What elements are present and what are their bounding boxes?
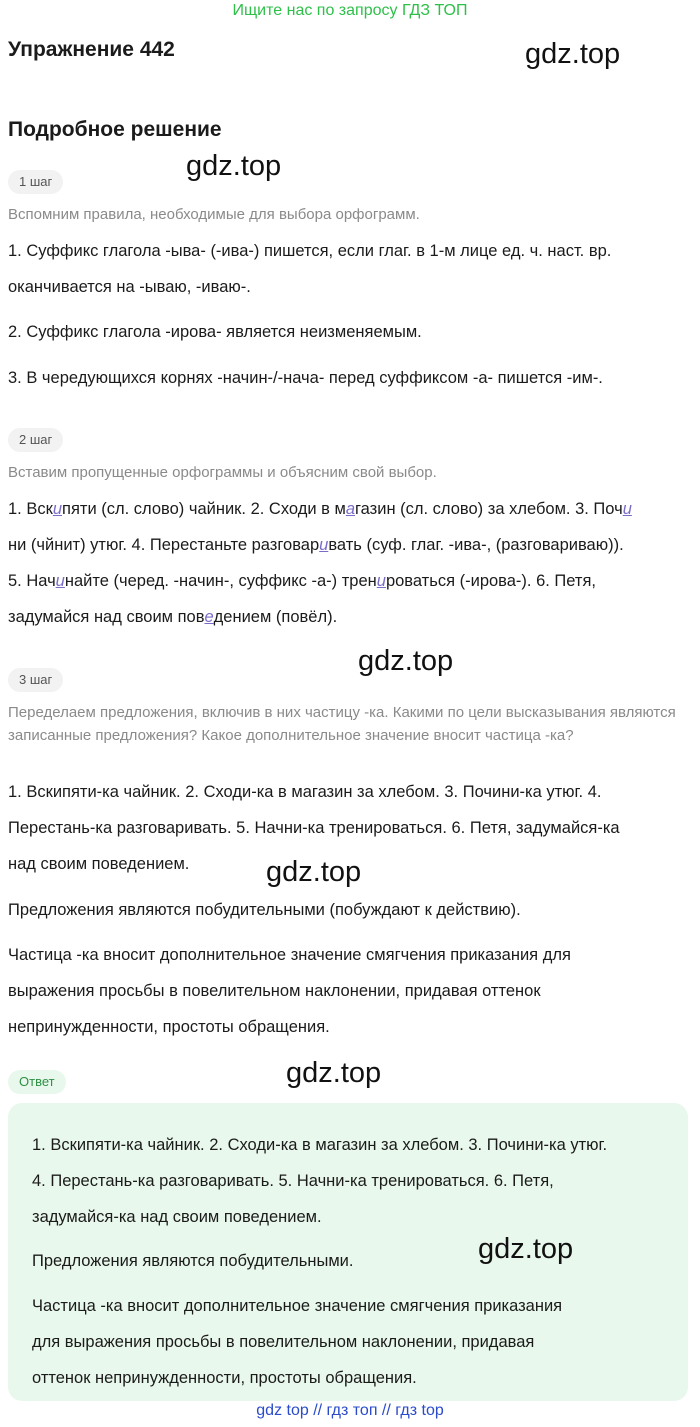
watermark: gdz.top [286,1057,382,1089]
watermark: gdz.top [525,38,621,70]
inserted-letter: е [204,608,214,626]
answer-paragraph: Предложения являются побудительными. [32,1252,354,1270]
paragraph [8,937,693,1045]
paragraph [8,491,693,635]
text-run: роваться (-ирова-). 6. Петя, [385,572,596,590]
section-title: Подробное решение [8,118,222,141]
text-run: 1. Вск [8,500,53,518]
watermark: gdz.top [358,645,454,677]
text-line: задумайся-ка над своим поведением. [32,1208,322,1226]
step-badge: 2 шаг [8,428,63,452]
text-run: пяти (сл. слово) чайник. 2. Сходи в м [62,500,346,518]
paragraph: 3. В чередующихся корнях -начин-/-нача- перед суффиксом -а- пишется -им-. [8,369,603,387]
text-line: непринужденности, простоты обращения. [8,1018,330,1036]
text-line: для выражения просьбы в повелительном наклонении, придавая [32,1333,535,1351]
paragraph: 2. Суффикс глагола -ирова- является неизменяемым. [8,323,422,341]
text-run: 5. Нач [8,572,56,590]
text-run: вать (суф. глаг. -ива-, (разговариваю)). [328,536,624,554]
text-run: дением (повёл). [213,608,338,626]
answer-paragraph [32,1127,672,1235]
text-line: оканчивается на -ываю, -иваю-. [8,278,251,296]
text-line: над своим поведением. [8,855,190,873]
inserted-letter: и [376,572,386,590]
text-run: ни (чйнит) утюг. 4. Перестаньте разговар [8,536,320,554]
text-line: 1. Суффикс глагола -ыва- (-ива-) пишется, если глаг. в 1-м лице ед. ч. наст. вр. [8,242,612,260]
inserted-letter: и [319,536,329,554]
step-badge: 1 шаг [8,170,63,194]
text-line: Частица -ка вносит дополнительное значение смягчения приказания для [8,946,571,964]
text-run: газин (сл. слово) за хлебом. 3. Поч [355,500,623,518]
text-line: выражения просьбы в повелительном наклонении, придавая оттенок [8,982,541,1000]
text-line: 1. Вскипяти-ка чайник. 2. Сходи-ка в магазин за хлебом. 3. Почини-ка утюг. 4. [8,783,602,801]
text-run: задумайся над своим пов [8,608,205,626]
text-line: оттенок непринужденности, простоты обращения. [32,1369,417,1387]
inserted-letter: и [52,500,63,518]
answer-badge: Ответ [8,1070,66,1094]
step-hint: Вспомним правила, необходимые для выбора орфограмм. [8,206,420,223]
step-hint: Переделаем предложения, включив в них частицу -ка. Какими по цели высказывания являются записанные предложения? Какое дополнительное значение вносит частица -ка? [8,704,676,744]
watermark: gdz.top [266,856,362,888]
text-line: Перестань-ка разговаривать. 5. Начни-ка тренироваться. 6. Петя, задумайся-ка [8,819,620,837]
text-line: Частица -ка вносит дополнительное значение смягчения приказания [32,1297,563,1315]
step-badge: 3 шаг [8,668,63,692]
answer-paragraph [32,1288,672,1396]
text-line: 1. Вскипяти-ка чайник. 2. Сходи-ка в магазин за хлебом. 3. Почини-ка утюг. [32,1136,608,1154]
paragraph [8,233,693,305]
promo-banner: Ищите нас по запросу ГДЗ ТОП [232,2,468,19]
page-title: Упражнение 442 [8,38,175,61]
inserted-letter: и [622,500,632,518]
watermark: gdz.top [186,150,282,182]
inserted-letter: и [55,572,65,590]
step-hint: Вставим пропущенные орфограммы и объясним свой выбор. [8,464,437,481]
paragraph: Предложения являются побудительными (побуждают к действию). [8,901,521,919]
inserted-letter: а [345,500,356,518]
watermark: gdz.top [478,1233,574,1265]
text-line: 4. Перестань-ка разговаривать. 5. Начни-ка тренироваться. 6. Петя, [32,1172,554,1190]
text-run: найте (черед. -начин-, суффикс -а-) трен [64,572,377,590]
footer-link[interactable]: gdz top // гдз топ // гдз top [256,1402,444,1419]
